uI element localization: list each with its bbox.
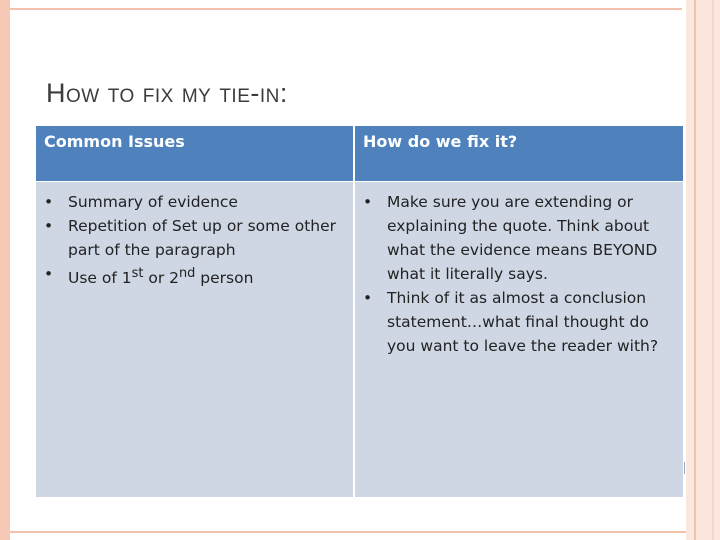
frame-left-border [0, 0, 10, 540]
person-text-post: person [195, 269, 254, 288]
list-item: • Think of it as almost a conclusion statement…what final thought do you want to leave the reader with? [361, 286, 677, 358]
header-common-issues: Common Issues [36, 126, 353, 181]
frame-right-line-outer [712, 0, 714, 540]
slide-title: How to fix my tie-in: [46, 78, 288, 108]
frame-top-line [10, 8, 682, 10]
column-divider [353, 126, 355, 497]
fixes-list [361, 190, 677, 358]
list-item: • Summary of evidence [42, 190, 347, 214]
list-item: • Make sure you are extending or explaining the quote. Think about what the evidence means BEYOND what it literally says. [361, 190, 677, 286]
person-text-mid: or 2 [143, 269, 179, 288]
list-item [42, 262, 347, 290]
list-item: • Repetition of Set up or some other part of the paragraph [42, 214, 347, 262]
edge-tick-mark [684, 462, 685, 474]
issues-list [42, 190, 347, 290]
frame-right-border [686, 0, 720, 540]
issues-cell [36, 182, 353, 497]
header-how-to-fix: How do we fix it? [355, 126, 683, 181]
person-text-pre: Use of 1 [68, 269, 132, 288]
ordinal-nd: nd [179, 266, 196, 281]
ordinal-st: st [131, 266, 144, 281]
frame-right-line [694, 0, 696, 540]
frame-bottom-line [10, 531, 686, 533]
fixes-cell [355, 182, 683, 497]
issues-table [36, 126, 683, 497]
